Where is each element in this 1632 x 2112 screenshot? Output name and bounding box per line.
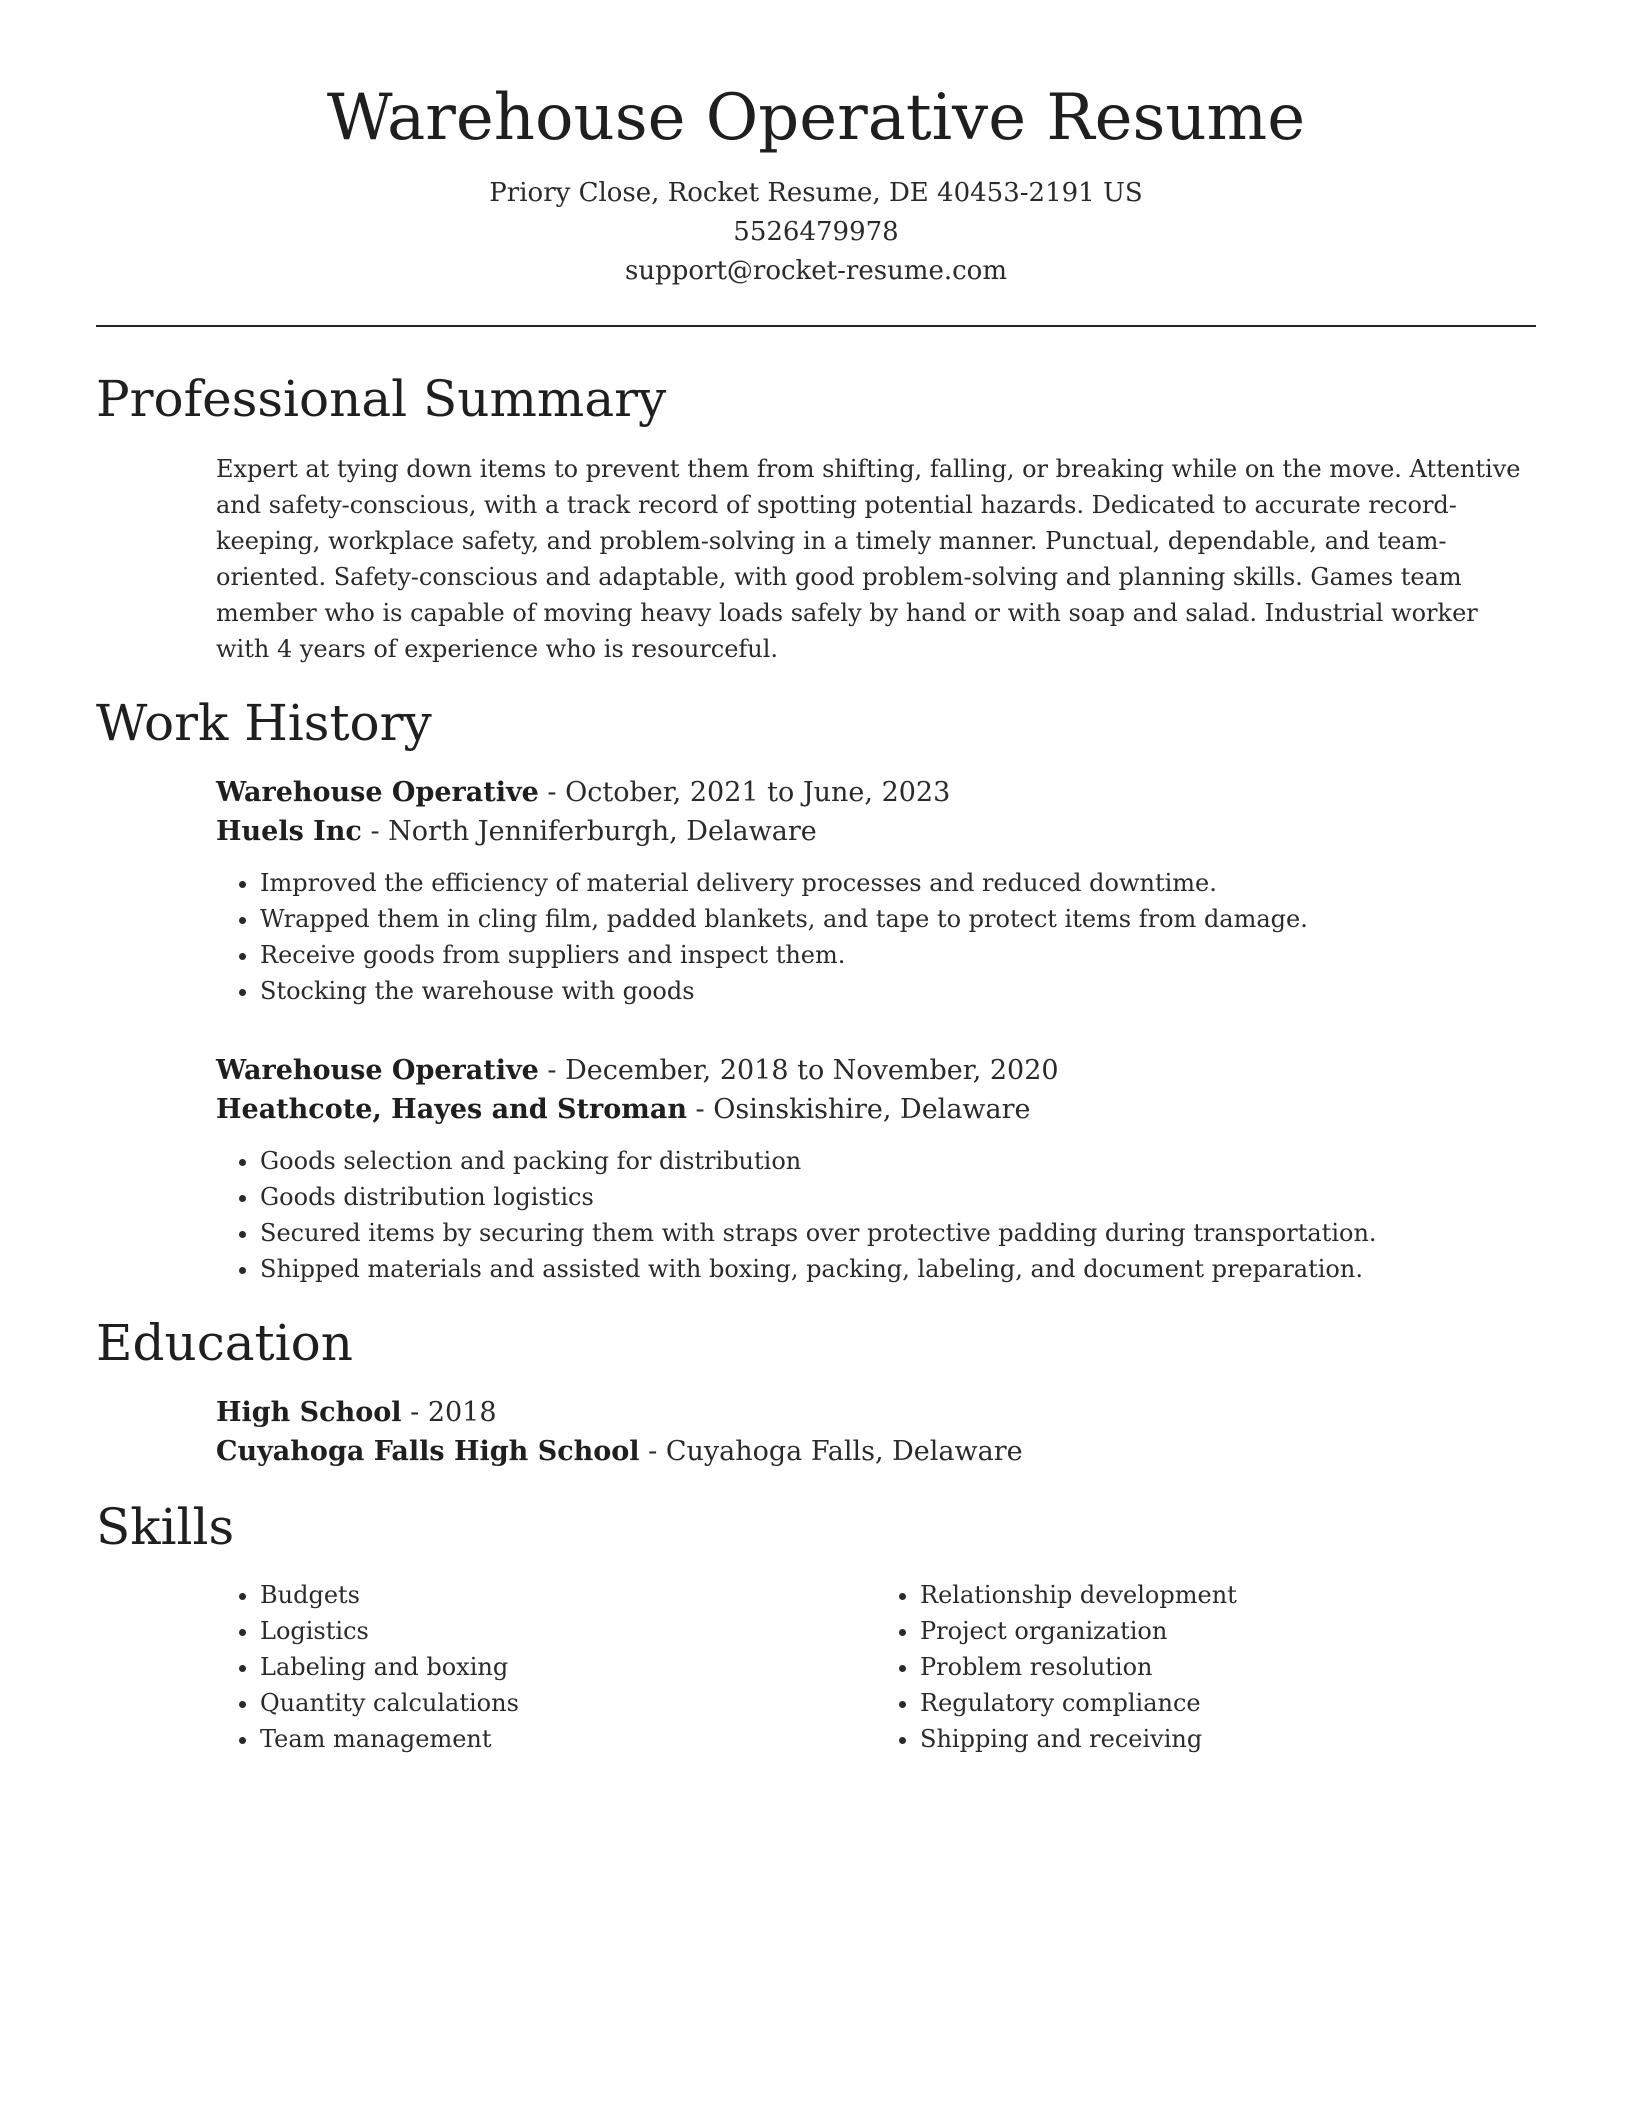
school-name: Cuyahoga Falls High School bbox=[216, 1435, 640, 1467]
list-item: • Relationship development bbox=[920, 1577, 1536, 1613]
work-section bbox=[96, 693, 1536, 1287]
list-item: • Improved the efficiency of material delivery processes and reduced downtime. bbox=[260, 865, 1536, 901]
resume-header bbox=[96, 0, 1536, 291]
degree-line bbox=[216, 1393, 1536, 1432]
skills-heading: Skills bbox=[96, 1497, 235, 1556]
list-item: • Labeling and boxing bbox=[260, 1649, 876, 1685]
list-item: • Wrapped them in cling film, padded blankets, and tape to protect items from damage. bbox=[260, 901, 1536, 937]
skills-list-right bbox=[876, 1577, 1536, 1757]
address: Priory Close, Rocket Resume, DE 40453-2191 US bbox=[489, 177, 1143, 208]
job-title-line bbox=[216, 773, 1536, 812]
degree: High School bbox=[216, 1396, 402, 1428]
summary-heading: Professional Summary bbox=[96, 369, 667, 428]
summary-section bbox=[96, 369, 1536, 667]
resume-title: Warehouse Operative Resume bbox=[326, 81, 1306, 155]
job-role: Warehouse Operative bbox=[216, 1054, 539, 1086]
list-item: • Goods selection and packing for distribution bbox=[260, 1143, 1536, 1179]
job-bullets bbox=[216, 865, 1536, 1009]
list-item: • Logistics bbox=[260, 1613, 876, 1649]
list-item: • Problem resolution bbox=[920, 1649, 1536, 1685]
list-item: • Shipped materials and assisted with boxing, packing, labeling, and document preparation. bbox=[260, 1251, 1536, 1287]
skills-list-left bbox=[216, 1577, 876, 1757]
job-location: - Osinskishire, Delaware bbox=[686, 1093, 1031, 1125]
job-entry bbox=[216, 773, 1536, 1009]
education-entry bbox=[216, 1393, 1536, 1471]
job-company-line bbox=[216, 1090, 1536, 1129]
job-location: - North Jenniferburgh, Delaware bbox=[361, 815, 817, 847]
job-dates: - December, 2018 to November, 2020 bbox=[538, 1054, 1059, 1086]
list-item: • Project organization bbox=[920, 1613, 1536, 1649]
job-company: Huels Inc bbox=[216, 815, 362, 847]
job-bullets bbox=[216, 1143, 1536, 1287]
list-item: • Shipping and receiving bbox=[920, 1721, 1536, 1757]
header-divider bbox=[96, 325, 1536, 327]
list-item: • Team management bbox=[260, 1721, 876, 1757]
job-dates: - October, 2021 to June, 2023 bbox=[538, 776, 951, 808]
summary-text: Expert at tying down items to prevent them from shifting, falling, or breaking while on the move. Attentive and safety-conscious, with a track record of spotting potential hazards. Dedicated to accurate record-keeping, workplace safety, and problem-solving in a timely manner. Punctual, dependable, and team-oriented. Safety-conscious and adaptable, with good problem-solving and planning skills. Games team member who is capable of moving heavy loads safely by hand or with soap and salad. Industrial worker with 4 years of experience who is resourceful. bbox=[216, 454, 1521, 663]
work-heading: Work History bbox=[96, 693, 432, 752]
graduation-year: - 2018 bbox=[401, 1396, 497, 1428]
list-item: • Regulatory compliance bbox=[920, 1685, 1536, 1721]
list-item: • Stocking the warehouse with goods bbox=[260, 973, 1536, 1009]
job-company-line bbox=[216, 812, 1536, 851]
phone: 5526479978 bbox=[733, 216, 899, 247]
school-line bbox=[216, 1432, 1536, 1471]
education-heading: Education bbox=[96, 1313, 353, 1372]
school-location: - Cuyahoga Falls, Delaware bbox=[639, 1435, 1023, 1467]
contact-block bbox=[96, 174, 1536, 291]
list-item: • Quantity calculations bbox=[260, 1685, 876, 1721]
job-role: Warehouse Operative bbox=[216, 776, 539, 808]
job-title-line bbox=[216, 1051, 1536, 1090]
job-company: Heathcote, Hayes and Stroman bbox=[216, 1093, 687, 1125]
skills-columns bbox=[216, 1577, 1536, 1757]
education-section bbox=[96, 1313, 1536, 1471]
list-item: • Secured items by securing them with straps over protective padding during transportation. bbox=[260, 1215, 1536, 1251]
list-item: • Goods distribution logistics bbox=[260, 1179, 1536, 1215]
skills-section bbox=[96, 1497, 1536, 1757]
email: support@rocket-resume.com bbox=[624, 255, 1007, 286]
list-item: • Budgets bbox=[260, 1577, 876, 1613]
list-item: • Receive goods from suppliers and inspect them. bbox=[260, 937, 1536, 973]
job-entry bbox=[216, 1051, 1536, 1287]
